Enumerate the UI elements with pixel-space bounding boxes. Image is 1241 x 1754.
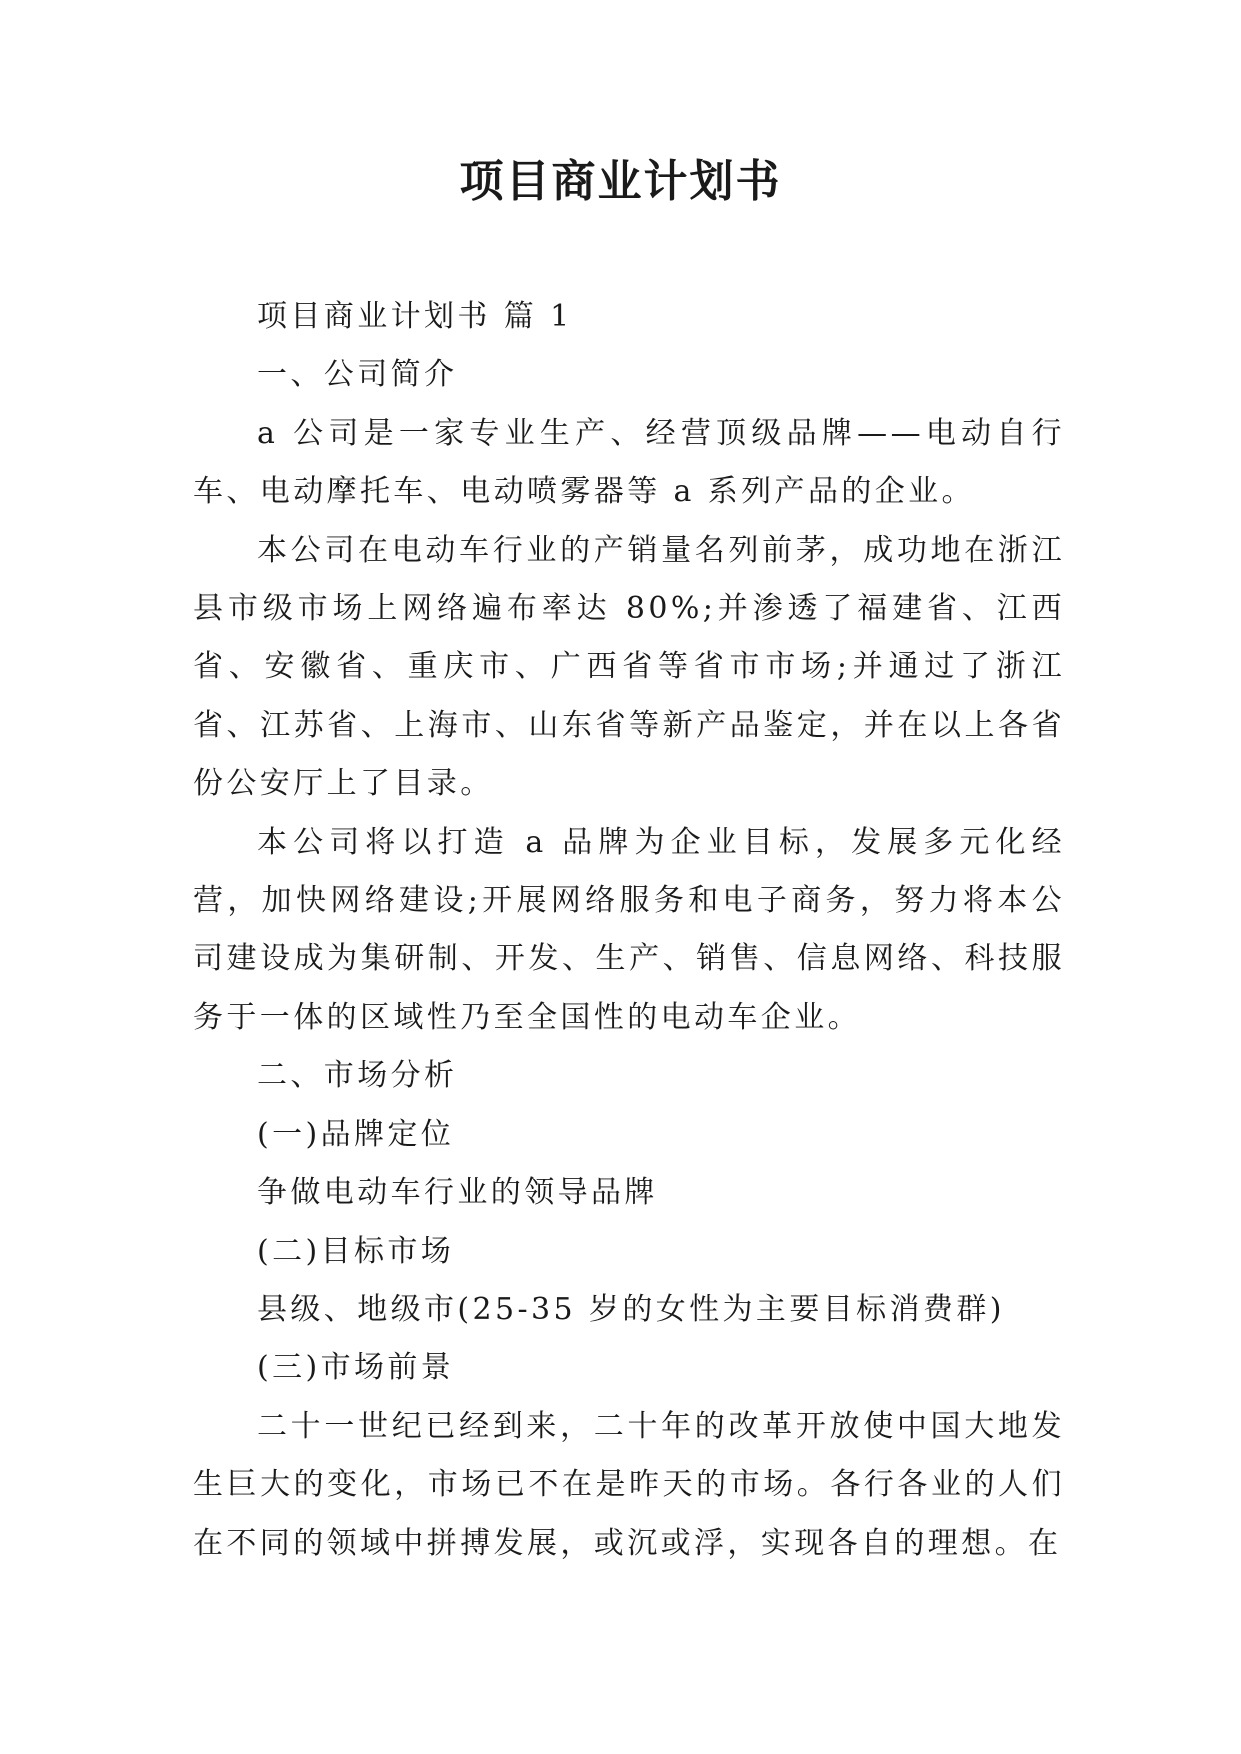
body-paragraph: a 公司是一家专业生产、经营顶级品牌——电动自行车、电动摩托车、电动喷雾器等 a 系列产品的企业。: [193, 415, 1065, 510]
section-heading: 一、公司简介: [257, 357, 458, 393]
subsection-heading: (三)市场前景: [257, 1350, 455, 1386]
body-paragraph: 二十一世纪已经到来，二十年的改革开放使中国大地发生巨大的变化，市场已不在是昨天的市场。各行各业的人们在不同的领域中拼搏发展，或沉或浮，实现各自的理想。在: [193, 1408, 1065, 1561]
subsection-heading: (一)品牌定位: [257, 1116, 455, 1152]
body-paragraph: 本公司在电动车行业的产销量名列前茅，成功地在浙江县市级市场上网络遍布率达 80%;并渗透了福建省、江西省、安徽省、重庆市、广西省等省市市场;并通过了浙江省、江苏省、上海市、山东省等新产品鉴定，并在以上各省份公安厅上了目录。: [193, 532, 1065, 802]
section-heading: 项目商业计划书 篇 1: [257, 299, 573, 334]
document-title: 项目商业计划书: [459, 156, 782, 207]
section-heading: 二、市场分析: [257, 1058, 458, 1094]
document-body: [193, 288, 1065, 1573]
body-paragraph: 本公司将以打造 a 品牌为企业目标，发展多元化经营，加快网络建设;开展网络服务和电子商务，努力将本公司建设成为集研制、开发、生产、销售、信息网络、科技服务于一体的区域性乃至全国性的电动车企业。: [193, 824, 1065, 1035]
body-paragraph: 争做电动车行业的领导品牌: [257, 1175, 658, 1211]
body-paragraph: 县级、地级市(25-35 岁的女性为主要目标消费群): [257, 1291, 1005, 1327]
subsection-heading: (二)目标市场: [257, 1233, 455, 1269]
